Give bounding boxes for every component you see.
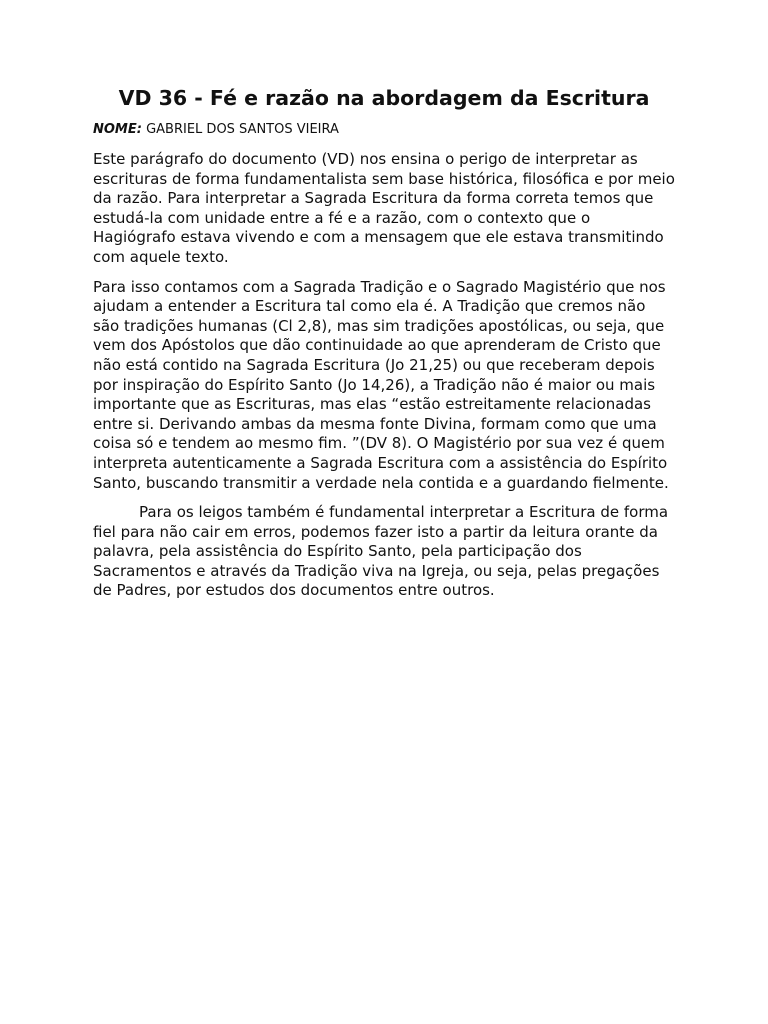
paragraph-1: Este parágrafo do documento (VD) nos ensina o perigo de interpretar as escrituras de forma fundamentalista sem base histórica, filosófica e por meio da razão. Para interpretar a Sagrada Escritura da forma correta temos que estudá-la com unidade entre a fé e a razão, com o contexto que o Hagiógrafo estava vivendo e com a mensagem que ele estava transmitindo com aquele texto. bbox=[93, 150, 675, 266]
author-line bbox=[93, 121, 675, 138]
paragraph-2: Para isso contamos com a Sagrada Tradição e o Sagrado Magistério que nos ajudam a entender a Escritura tal como ela é. A Tradição que cremos não são tradições humanas (Cl 2,8), mas sim tradições apostólicas, ou seja, que vem dos Apóstolos que dão continuidade ao que aprenderam de Cristo que não está contido na Sagrada Escritura (Jo 21,25) ou que receberam depois por inspiração do Espírito Santo (Jo 14,26), a Tradição não é maior ou mais importante que as Escrituras, mas elas “estão estreitamente relacionadas entre si. Derivando ambas da mesma fonte Divina, formam como que uma coisa só e tendem ao mesmo fim. ”(DV 8). O Magistério por sua vez é quem interpreta autenticamente a Sagrada Escritura com a assistência do Espírito Santo, buscando transmitir a verdade nela contida e a guardando fielmente. bbox=[93, 277, 669, 492]
author-name: GABRIEL DOS SANTOS VIEIRA bbox=[146, 122, 339, 137]
paragraph-3: Para os leigos também é fundamental interpretar a Escritura de forma fiel para não cair em erros, podemos fazer isto a partir da leitura orante da palavra, pela assistência do Espírito Santo, pela participação dos Sacramentos e através da Tradição viva na Igreja, ou seja, pelas pregações de Padres, por estudos dos documentos entre outros. bbox=[93, 503, 669, 600]
document-title: VD 36 - Fé e razão na abordagem da Escritura bbox=[118, 86, 650, 110]
author-label: NOME: bbox=[93, 122, 142, 137]
document-page bbox=[93, 84, 675, 601]
